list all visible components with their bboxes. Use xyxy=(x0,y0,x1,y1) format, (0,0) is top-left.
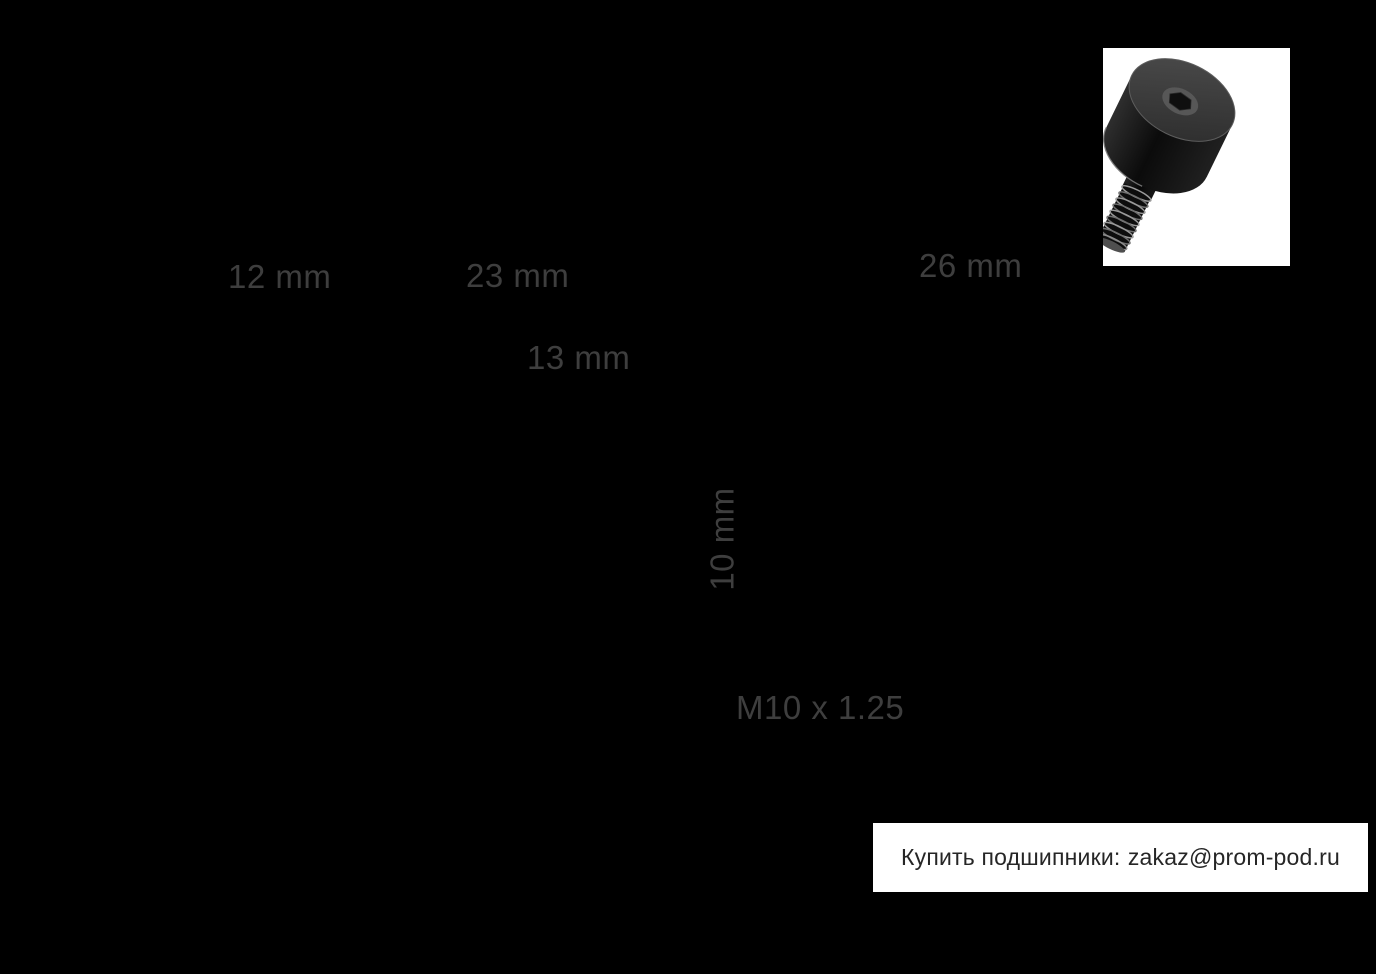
dimension-label-26mm: 26 mm xyxy=(919,247,1023,284)
contact-label: Купить подшипники: xyxy=(901,844,1121,870)
contact-email-link[interactable]: zakaz@prom-pod.ru xyxy=(1127,844,1340,870)
dimension-label-10mm-vertical: 10 mm xyxy=(703,487,741,591)
dimension-label-12mm: 12 mm xyxy=(228,258,332,295)
dimension-label-13mm: 13 mm xyxy=(527,339,631,376)
cam-follower-bearing-image xyxy=(1103,48,1290,266)
dimension-label-23mm: 23 mm xyxy=(466,257,570,294)
dimension-label-thread-spec: M10 x 1.25 xyxy=(736,689,905,726)
contact-bar xyxy=(873,823,1368,892)
product-photo-panel xyxy=(1103,48,1290,266)
